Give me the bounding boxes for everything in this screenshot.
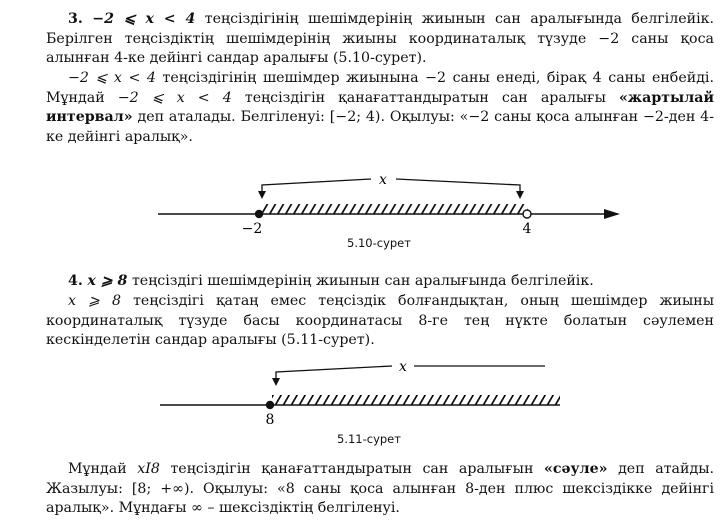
paragraph-3-body: −2 ⩽ x < 4 теңсіздігінің шешімдер жиынына −2 саны енеді, бірақ 4 саны енбейді. Мұндай −2 ⩽ x < 4 теңсіздігін қанағаттандыратын сан аралығы «жартылай интервал» деп аталады. Белгіленуі: [−2; 4). Оқылуы: «−2 саны қоса алынған −2-ден 4-ке дейінгі аралық». xyxy=(46,70,714,145)
bracket-arrow-right xyxy=(516,191,524,199)
inequality: −2 ⩽ x < 4 xyxy=(92,11,196,27)
open-endpoint xyxy=(523,210,531,218)
axis-arrow xyxy=(604,209,620,219)
variable-label: x xyxy=(379,172,387,188)
variable-label: x xyxy=(399,359,407,375)
section-number: 3. xyxy=(68,11,83,27)
range-bracket xyxy=(262,179,371,195)
solution-hatch xyxy=(272,395,560,405)
bracket-arrow-left xyxy=(258,191,266,199)
section-number: 4. xyxy=(68,273,83,289)
closed-endpoint xyxy=(255,210,263,218)
term-ray: «сәуле» xyxy=(543,461,608,477)
tick-label-right: 4 xyxy=(522,221,532,237)
solution-hatch xyxy=(262,204,528,214)
tick-label: 8 xyxy=(265,412,275,428)
tick-label-left: −2 xyxy=(241,221,263,237)
paragraph-3-intro xyxy=(46,10,714,69)
range-bracket xyxy=(276,366,392,382)
inequality: x ⩾ 8 xyxy=(87,273,128,289)
closed-endpoint xyxy=(266,401,274,409)
inequality: xI8 xyxy=(137,461,160,477)
inequality: −2 ⩽ x < 4 xyxy=(68,70,156,86)
paragraph-text: теңсіздігінің шешімдерінің жиынын сан аралығында белгілейік. Берілген теңсіздіктің шешімдерінің жиыны координаталық түзуде −2 саны қоса алынған 4-ке дейінгі сандар аралығы (5.10-сурет). xyxy=(46,11,714,66)
figure-caption: 5.11-сурет xyxy=(337,432,401,446)
figure-5-11-number-line xyxy=(0,352,720,432)
paragraph-4-body: x ⩾ 8 теңсіздігі қатаң емес теңсіздік болғандықтан, оның шешімдер жиыны координаталық түзуде басы координатасы 8-ге тең нүкте болатын сәулемен кескінделетін сандар аралығы (5.11-сурет). xyxy=(46,293,715,348)
figure-caption: 5.10-сурет xyxy=(347,236,411,250)
inequality: −2 ⩽ x < 4 xyxy=(117,89,232,106)
paragraph-ray: Мұндай xI8 теңсіздігін қанағаттандыратын сан аралығын «сәуле» деп атайды. Жазылуы: [8; +∞). Оқылуы: «8 саны қоса алынған 8-ден плюс шексіздікке дейінгі аралық». Мұндағы ∞ – шексіздіктің белгіленуі. xyxy=(46,461,714,516)
bracket-arrow-left xyxy=(272,378,280,386)
term-half-interval: «жартылай интервал» xyxy=(46,89,714,125)
paragraph-4-intro: 4. x ⩾ 8 теңсіздігі шешімдерінің жиынын сан аралығында белгілейік. xyxy=(68,273,594,289)
inequality: x ⩾ 8 xyxy=(68,293,122,309)
